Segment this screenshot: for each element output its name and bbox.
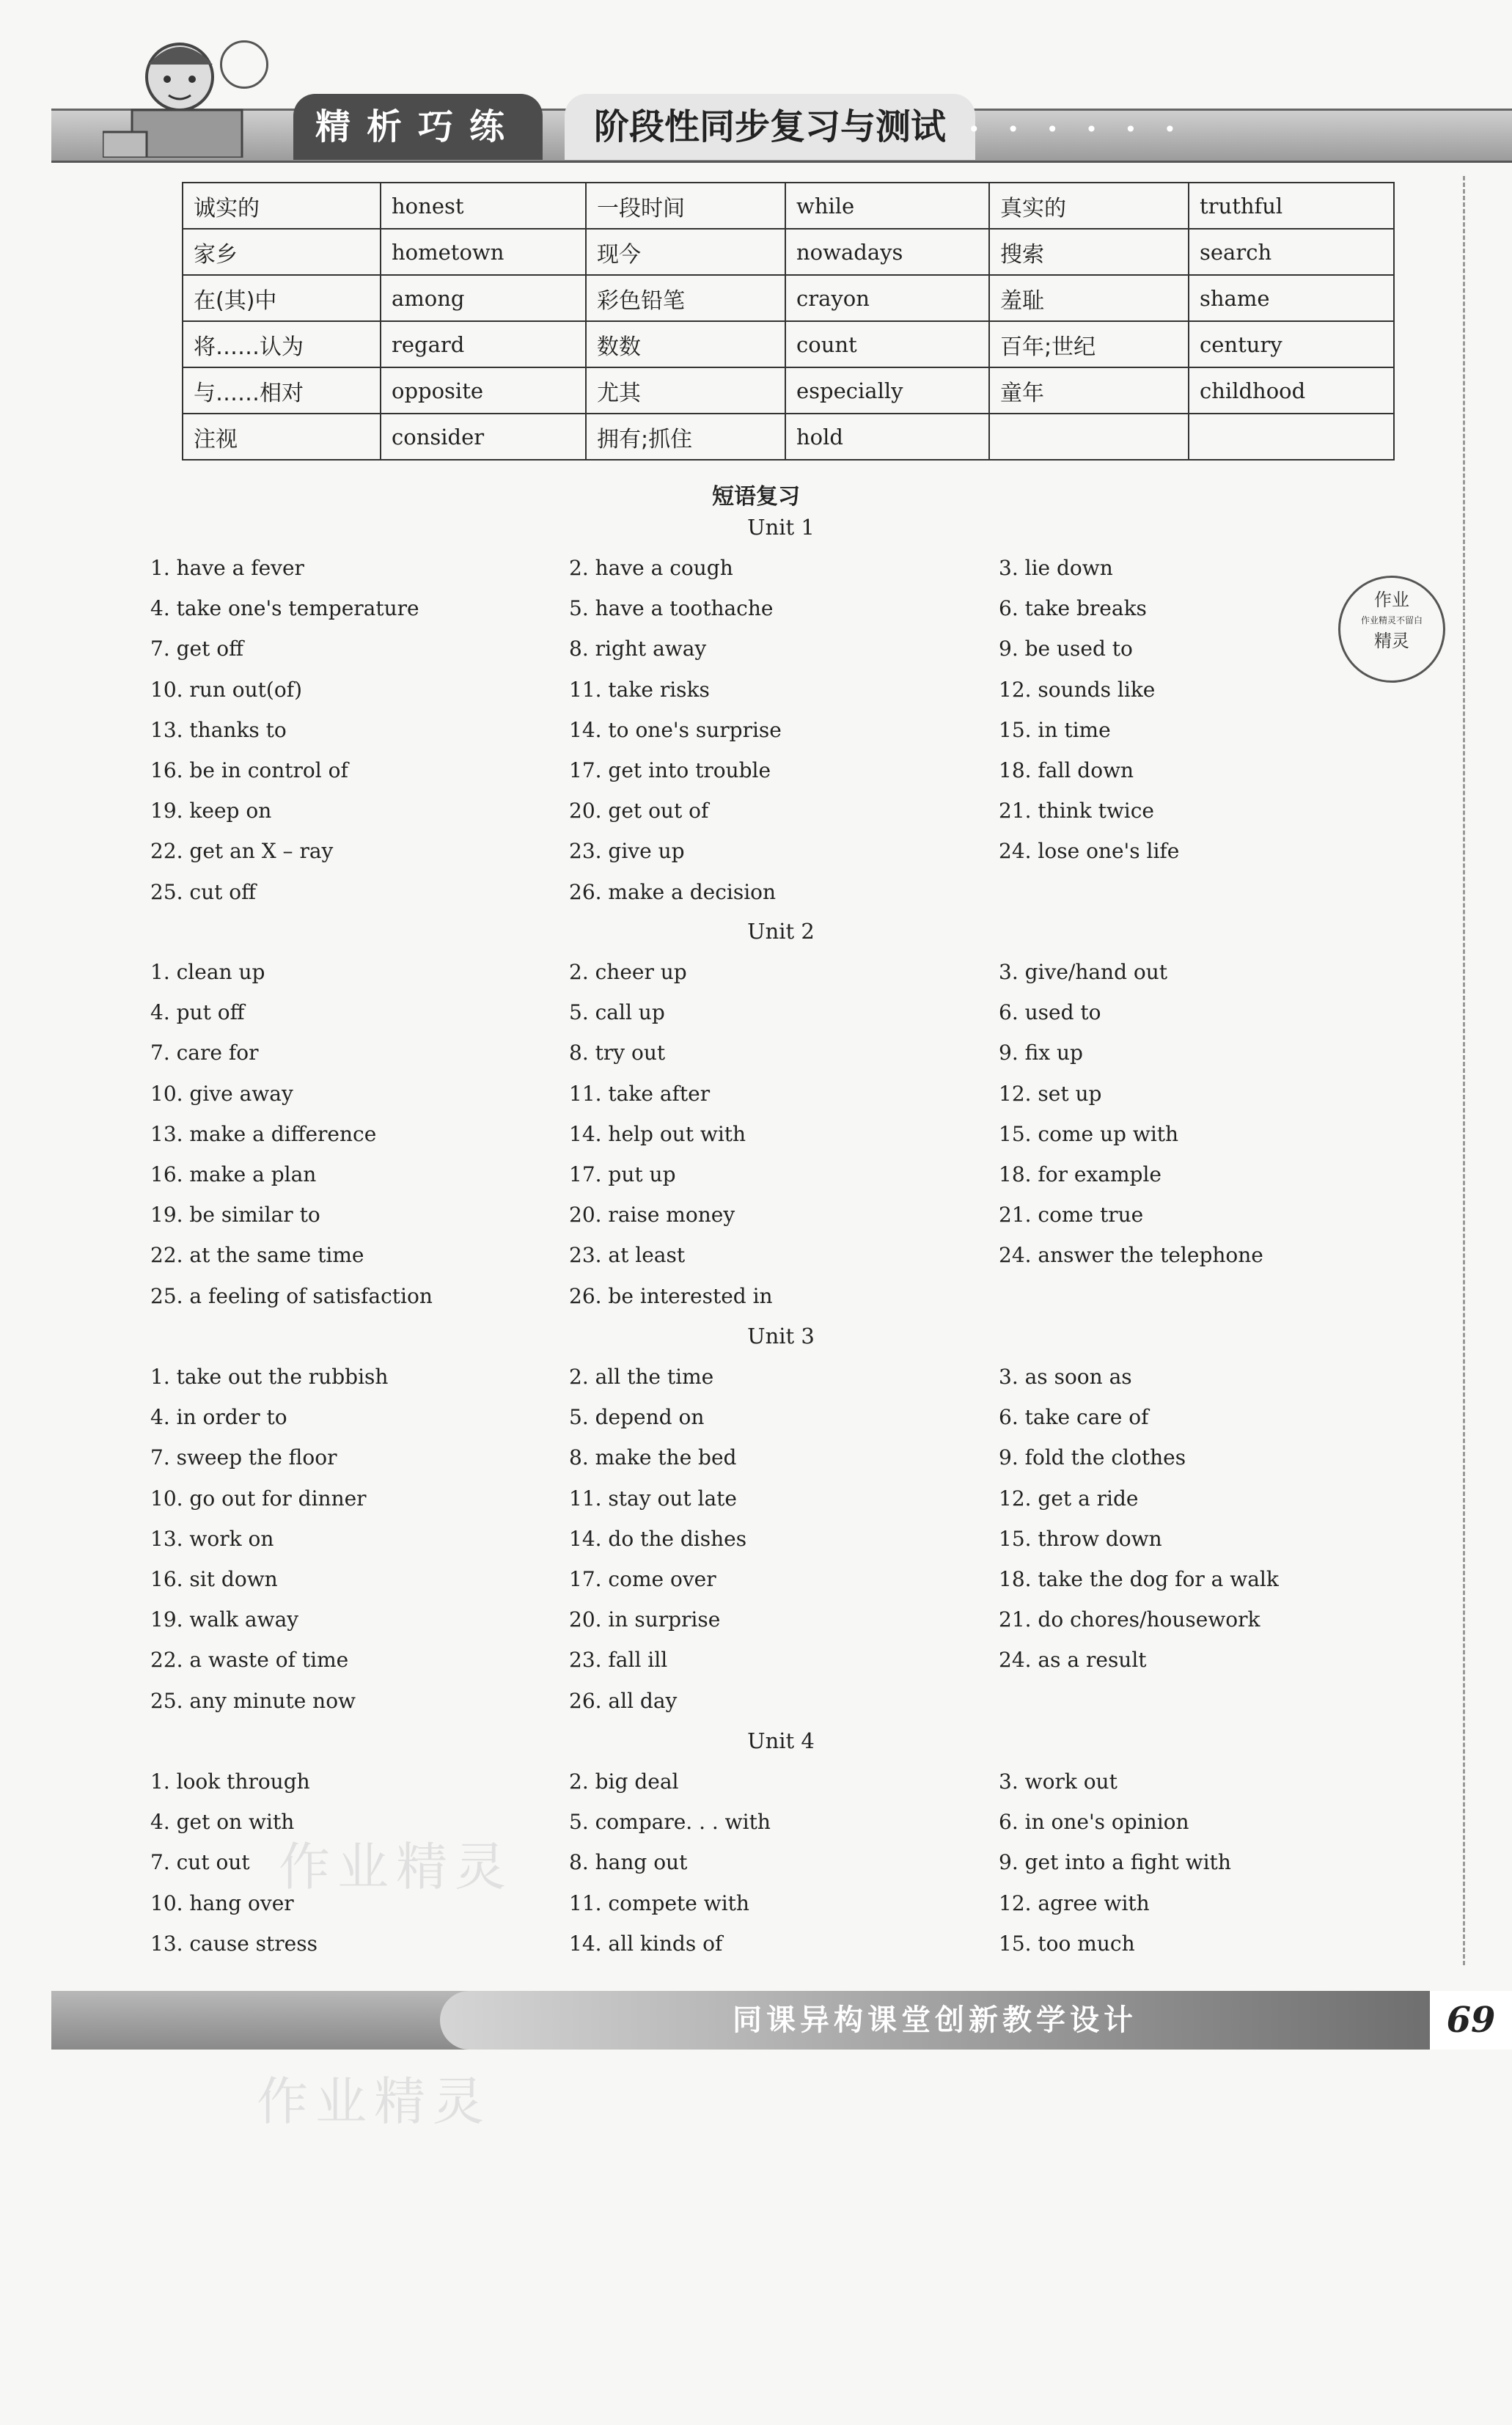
phrase-item: 6. take care of [999, 1405, 1149, 1429]
footer-title: 同课异构课堂创新教学设计 [440, 1991, 1430, 2050]
vocab-english: childhood [1189, 367, 1394, 414]
vocab-english [1189, 414, 1394, 460]
phrase-item: 14. all kinds of [569, 1931, 723, 1956]
vocab-chinese: 在(其)中 [183, 275, 381, 321]
phrase-item: 23. give up [569, 839, 685, 863]
vocab-english: regard [381, 321, 586, 367]
unit-title: Unit 1 [747, 515, 815, 540]
phrase-item: 26. be interested in [569, 1284, 773, 1308]
watermark: 作业精灵 [279, 1837, 513, 1897]
phrase-item: 7. get off [150, 636, 244, 661]
section-title: 短语复习 [712, 484, 800, 510]
phrase-item: 18. take the dog for a walk [999, 1567, 1279, 1591]
phrase-item: 10. give away [150, 1082, 293, 1106]
phrase-item: 19. walk away [150, 1607, 299, 1632]
phrase-item: 10. run out(of) [150, 678, 302, 702]
vocab-english: opposite [381, 367, 586, 414]
vocabulary-table [182, 182, 1395, 461]
stamp-line-2: 作业精灵不留白 [1360, 615, 1423, 625]
phrase-item: 3. work out [999, 1769, 1118, 1794]
phrase-item: 1. look through [150, 1769, 310, 1794]
phrase-item: 7. care for [150, 1041, 259, 1065]
vocab-chinese: 将……认为 [183, 321, 381, 367]
phrase-item: 1. have a fever [150, 556, 304, 580]
vocab-english: search [1189, 229, 1394, 275]
phrase-item: 15. in time [999, 718, 1111, 742]
phrase-item: 16. sit down [150, 1567, 278, 1591]
vocab-english: crayon [785, 275, 989, 321]
vocab-row [183, 275, 1394, 321]
vocab-row [183, 367, 1394, 414]
phrase-item: 2. cheer up [569, 960, 687, 984]
page-edge [1463, 176, 1467, 1965]
phrase-item: 6. take breaks [999, 596, 1147, 620]
phrase-item: 16. be in control of [150, 758, 348, 782]
vocab-chinese [989, 414, 1189, 460]
vocab-english: hold [785, 414, 989, 460]
phrase-item: 5. depend on [569, 1405, 705, 1429]
vocab-chinese: 与……相对 [183, 367, 381, 414]
phrase-item: 7. cut out [150, 1850, 250, 1874]
phrase-item: 3. lie down [999, 556, 1113, 580]
vocab-chinese: 羞耻 [989, 275, 1189, 321]
phrase-item: 17. put up [569, 1162, 676, 1186]
unit-title: Unit 4 [747, 1728, 815, 1753]
phrase-item: 10. go out for dinner [150, 1486, 367, 1511]
phrase-item: 24. answer the telephone [999, 1243, 1263, 1267]
phrase-item: 22. at the same time [150, 1243, 364, 1267]
phrase-item: 1. take out the rubbish [150, 1365, 389, 1389]
phrase-item: 8. make the bed [569, 1445, 737, 1470]
phrase-item: 8. try out [569, 1041, 666, 1065]
phrase-item: 20. get out of [569, 799, 709, 823]
phrase-item: 1. clean up [150, 960, 265, 984]
vocab-row [183, 183, 1394, 229]
series-title: 阶段性同步复习与测试 [565, 94, 975, 160]
phrase-item: 14. do the dishes [569, 1527, 747, 1551]
phrase-item: 22. get an X – ray [150, 839, 334, 863]
phrase-item: 4. put off [150, 1000, 245, 1024]
phrase-item: 21. think twice [999, 799, 1154, 823]
phrase-item: 9. get into a fight with [999, 1850, 1231, 1874]
unit-title: Unit 3 [747, 1324, 815, 1349]
phrase-item: 10. hang over [150, 1891, 294, 1915]
phrase-item: 25. cut off [150, 880, 257, 904]
phrase-item: 2. have a cough [569, 556, 733, 580]
phrase-item: 14. help out with [569, 1122, 746, 1146]
vocab-chinese: 童年 [989, 367, 1189, 414]
page-number: 69 [1430, 1991, 1512, 2050]
phrase-item: 22. a waste of time [150, 1648, 349, 1672]
phrase-item: 18. for example [999, 1162, 1161, 1186]
vocab-chinese: 尤其 [586, 367, 785, 414]
phrase-item: 9. fold the clothes [999, 1445, 1186, 1470]
phrase-item: 16. make a plan [150, 1162, 317, 1186]
phrase-item: 12. get a ride [999, 1486, 1139, 1511]
phrase-item: 5. call up [569, 1000, 665, 1024]
vocab-row [183, 321, 1394, 367]
vocab-row [183, 414, 1394, 460]
phrase-item: 12. agree with [999, 1891, 1150, 1915]
phrase-item: 15. too much [999, 1931, 1135, 1956]
vocab-chinese: 一段时间 [586, 183, 785, 229]
phrase-item: 23. fall ill [569, 1648, 668, 1672]
phrase-item: 7. sweep the floor [150, 1445, 337, 1470]
phrase-item: 12. set up [999, 1082, 1102, 1106]
vocab-english: count [785, 321, 989, 367]
phrase-item: 21. do chores/housework [999, 1607, 1260, 1632]
phrase-item: 9. fix up [999, 1041, 1083, 1065]
vocab-english: shame [1189, 275, 1394, 321]
phrase-item: 2. all the time [569, 1365, 714, 1389]
phrase-item: 4. in order to [150, 1405, 287, 1429]
vocab-english: consider [381, 414, 586, 460]
vocab-chinese: 真实的 [989, 183, 1189, 229]
lightbulb-icon [220, 40, 268, 89]
phrase-item: 13. make a difference [150, 1122, 377, 1146]
phrase-item: 23. at least [569, 1243, 686, 1267]
phrase-item: 6. in one's opinion [999, 1810, 1189, 1834]
phrase-item: 25. a feeling of satisfaction [150, 1284, 433, 1308]
vocab-chinese: 现今 [586, 229, 785, 275]
phrase-item: 11. take risks [569, 678, 710, 702]
phrase-item: 5. have a toothache [569, 596, 774, 620]
phrase-item: 8. right away [569, 636, 707, 661]
vocab-chinese: 彩色铅笔 [586, 275, 785, 321]
phrase-item: 3. as soon as [999, 1365, 1132, 1389]
phrase-item: 19. keep on [150, 799, 272, 823]
phrase-item: 8. hang out [569, 1850, 688, 1874]
phrase-item: 17. come over [569, 1567, 716, 1591]
phrase-item: 20. raise money [569, 1203, 735, 1227]
phrase-item: 24. as a result [999, 1648, 1147, 1672]
phrase-item: 13. cause stress [150, 1931, 318, 1956]
unit-title: Unit 2 [747, 919, 815, 944]
phrase-item: 2. big deal [569, 1769, 679, 1794]
stamp-line-3: 精灵 [1374, 631, 1409, 651]
brand-title: 精析巧练 [293, 94, 543, 160]
watermark: 作业精灵 [257, 2072, 491, 2132]
phrase-item: 18. fall down [999, 758, 1134, 782]
phrase-item: 13. thanks to [150, 718, 287, 742]
vocab-english: among [381, 275, 586, 321]
phrase-item: 24. lose one's life [999, 839, 1180, 863]
vocab-chinese: 注视 [183, 414, 381, 460]
vocab-chinese: 百年;世纪 [989, 321, 1189, 367]
phrase-item: 11. take after [569, 1082, 711, 1106]
decorative-dots: • • • • • • [968, 117, 1186, 142]
phrase-item: 15. come up with [999, 1122, 1179, 1146]
vocab-chinese: 拥有;抓住 [586, 414, 785, 460]
vocab-english: hometown [381, 229, 586, 275]
phrase-item: 5. compare. . . with [569, 1810, 771, 1834]
vocab-english: while [785, 183, 989, 229]
phrase-item: 26. make a decision [569, 880, 777, 904]
phrase-item: 21. come true [999, 1203, 1144, 1227]
phrase-item: 4. get on with [150, 1810, 295, 1834]
phrase-item: 20. in surprise [569, 1607, 721, 1632]
phrase-item: 17. get into trouble [569, 758, 771, 782]
vocab-row [183, 229, 1394, 275]
phrase-item: 14. to one's surprise [569, 718, 782, 742]
phrase-item: 11. compete with [569, 1891, 749, 1915]
phrase-item: 25. any minute now [150, 1689, 356, 1713]
vocab-chinese: 家乡 [183, 229, 381, 275]
vocab-english: century [1189, 321, 1394, 367]
phrase-item: 15. throw down [999, 1527, 1162, 1551]
phrase-item: 9. be used to [999, 636, 1133, 661]
phrase-item: 4. take one's temperature [150, 596, 419, 620]
vocab-english: honest [381, 183, 586, 229]
phrase-item: 11. stay out late [569, 1486, 737, 1511]
phrase-item: 12. sounds like [999, 678, 1156, 702]
phrase-item: 6. used to [999, 1000, 1101, 1024]
vocab-chinese: 搜索 [989, 229, 1189, 275]
phrase-item: 26. all day [569, 1689, 678, 1713]
homework-stamp [1338, 576, 1445, 683]
phrase-item: 13. work on [150, 1527, 274, 1551]
vocab-chinese: 数数 [586, 321, 785, 367]
vocab-chinese: 诚实的 [183, 183, 381, 229]
vocab-english: especially [785, 367, 989, 414]
stamp-line-1: 作业 [1374, 590, 1409, 610]
vocab-english: nowadays [785, 229, 989, 275]
vocab-english: truthful [1189, 183, 1394, 229]
phrase-item: 3. give/hand out [999, 960, 1168, 984]
phrase-item: 19. be similar to [150, 1203, 320, 1227]
